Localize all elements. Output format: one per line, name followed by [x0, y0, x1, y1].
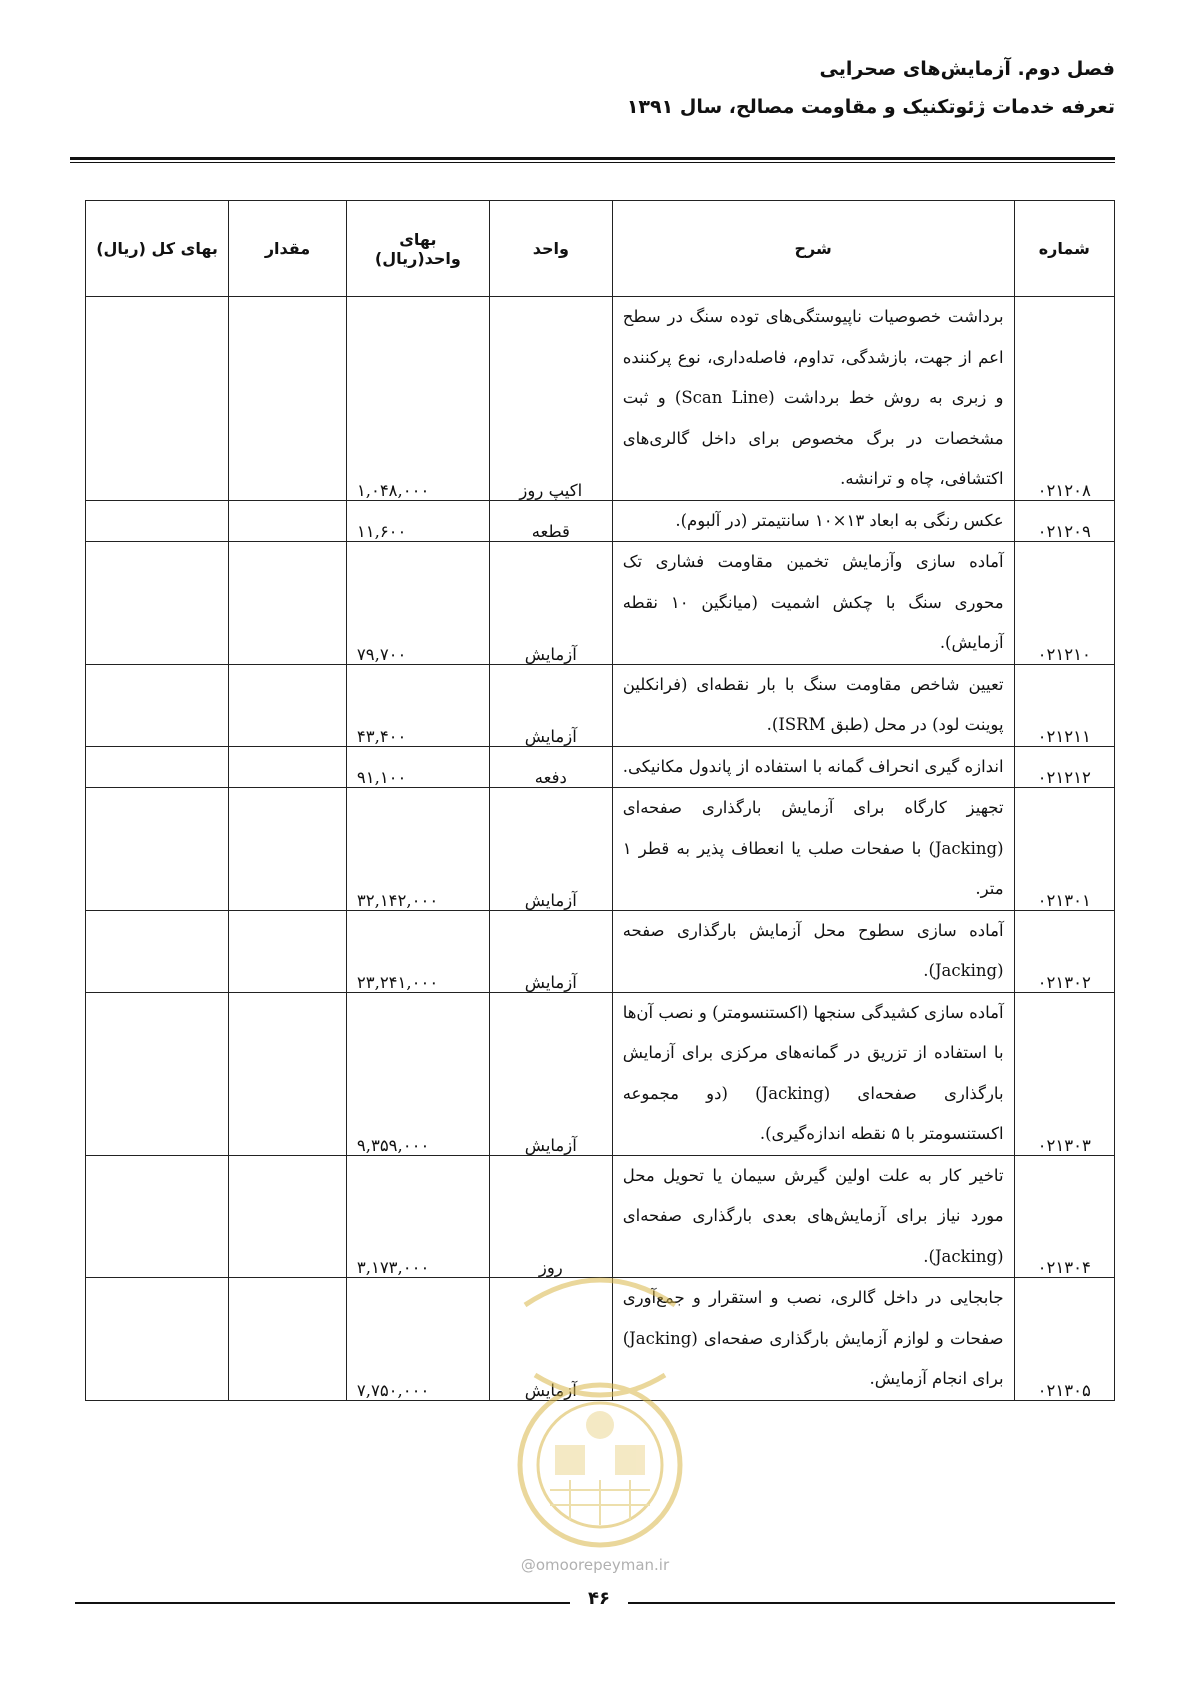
row-quantity — [229, 746, 347, 788]
table-row — [86, 500, 1115, 542]
row-unit-price: ۱,۰۴۸,۰۰۰ — [346, 297, 489, 501]
row-number: ۰۲۱۲۱۰ — [1014, 542, 1114, 665]
row-quantity — [229, 992, 347, 1155]
row-unit-price: ۹۱,۱۰۰ — [346, 746, 489, 788]
header-description: شرح — [612, 201, 1014, 297]
row-description: آماده سازی وآزمایش تخمین مقاومت فشاری تک محوری سنگ با چکش اشمیت (میانگین ۱۰ نقطه آزمایش). — [612, 542, 1014, 665]
row-unit-price: ۱۱,۶۰۰ — [346, 500, 489, 542]
table-row — [86, 664, 1115, 746]
row-total-price — [86, 1155, 229, 1278]
row-quantity — [229, 910, 347, 992]
row-quantity — [229, 1278, 347, 1401]
row-unit-price: ۷۹,۷۰۰ — [346, 542, 489, 665]
watermark-logo — [495, 1265, 705, 1565]
footer-rule-right — [628, 1602, 1115, 1604]
row-unit: آزمایش — [489, 788, 612, 911]
table-row — [86, 746, 1115, 788]
row-description: برداشت خصوصیات ناپیوستگی‌های توده سنگ در سطح اعم از جهت، بازشدگی، تداوم، فاصله‌داری، نوع پرکننده و زبری به روش خط برداشت (Scan Line) و ثبت مشخصات در برگ مخصوص برای داخل گالری‌های اکتشافی، چاه و ترانشه. — [612, 297, 1014, 501]
row-total-price — [86, 542, 229, 665]
chapter-title: فصل دوم. آزمایش‌های صحرایی — [819, 58, 1115, 80]
header-quantity: مقدار — [229, 201, 347, 297]
row-unit-price: ۳۲,۱۴۲,۰۰۰ — [346, 788, 489, 911]
watermark-site: @omoorepeyman.ir — [520, 1556, 670, 1574]
row-number: ۰۲۱۲۱۲ — [1014, 746, 1114, 788]
row-unit: اکیپ روز — [489, 297, 612, 501]
row-number: ۰۲۱۳۰۵ — [1014, 1278, 1114, 1401]
row-unit-price: ۷,۷۵۰,۰۰۰ — [346, 1278, 489, 1401]
footer-rule-left — [75, 1602, 570, 1604]
row-description: جابجایی در داخل گالری، نصب و استقرار و جمع‌آوری صفحات و لوازم آزمایش بارگذاری صفحه‌ای (Jacking) برای انجام آزمایش. — [612, 1278, 1014, 1401]
row-quantity — [229, 542, 347, 665]
row-number: ۰۲۱۳۰۳ — [1014, 992, 1114, 1155]
tariff-table — [85, 200, 1115, 1401]
row-description: عکس رنگی به ابعاد ۱۳×۱۰ سانتیمتر (در آلبوم). — [612, 500, 1014, 542]
table-row — [86, 297, 1115, 501]
table-row — [86, 910, 1115, 992]
table-row — [86, 788, 1115, 911]
row-unit: روز — [489, 1155, 612, 1278]
row-number: ۰۲۱۳۰۲ — [1014, 910, 1114, 992]
document-subtitle: تعرفه خدمات ژئوتکنیک و مقاومت مصالح، سال ۱۳۹۱ — [626, 96, 1115, 118]
header-divider — [70, 157, 1115, 163]
table-row — [86, 1155, 1115, 1278]
row-quantity — [229, 664, 347, 746]
row-quantity — [229, 1155, 347, 1278]
row-unit: دفعه — [489, 746, 612, 788]
row-total-price — [86, 297, 229, 501]
row-unit: آزمایش — [489, 910, 612, 992]
row-quantity — [229, 500, 347, 542]
row-unit: آزمایش — [489, 992, 612, 1155]
table-row — [86, 542, 1115, 665]
row-number: ۰۲۱۲۰۸ — [1014, 297, 1114, 501]
table-row — [86, 992, 1115, 1155]
header-total-price: بهای کل (ریال) — [86, 201, 229, 297]
header-unit: واحد — [489, 201, 612, 297]
row-number: ۰۲۱۳۰۱ — [1014, 788, 1114, 911]
header-number: شماره — [1014, 201, 1114, 297]
row-total-price — [86, 746, 229, 788]
row-total-price — [86, 992, 229, 1155]
row-total-price — [86, 910, 229, 992]
row-unit-price: ۴۳,۴۰۰ — [346, 664, 489, 746]
row-unit-price: ۲۳,۲۴۱,۰۰۰ — [346, 910, 489, 992]
row-number: ۰۲۱۳۰۴ — [1014, 1155, 1114, 1278]
row-unit: آزمایش — [489, 664, 612, 746]
row-description: تعیین شاخص مقاومت سنگ با بار نقطه‌ای (فرانکلین پوینت لود) در محل (طبق ISRM). — [612, 664, 1014, 746]
row-description: تاخیر کار به علت اولین گیرش سیمان یا تحویل محل مورد نیاز برای آزمایش‌های بعدی بارگذاری صفحه‌ای (Jacking). — [612, 1155, 1014, 1278]
row-quantity — [229, 297, 347, 501]
row-description: اندازه گیری انحراف گمانه با استفاده از پاندول مکانیکی. — [612, 746, 1014, 788]
row-description: آماده سازی سطوح محل آزمایش بارگذاری صفحه (Jacking). — [612, 910, 1014, 992]
header-unit-price: بهای واحد(ریال) — [346, 201, 489, 297]
row-unit: آزمایش — [489, 1278, 612, 1401]
row-total-price — [86, 664, 229, 746]
row-total-price — [86, 1278, 229, 1401]
row-total-price — [86, 788, 229, 911]
row-number: ۰۲۱۲۰۹ — [1014, 500, 1114, 542]
row-description: آماده سازی کشیدگی سنجها (اکستنسومتر) و نصب آن‌ها با استفاده از تزریق در گمانه‌های مرکزی برای آزمایش بارگذاری صفحه‌ای (Jacking) (دو مجموعه اکستنسومتر با ۵ نقطه اندازه‌گیری). — [612, 992, 1014, 1155]
row-unit: آزمایش — [489, 542, 612, 665]
table-header-row — [86, 201, 1115, 297]
row-unit-price: ۳,۱۷۳,۰۰۰ — [346, 1155, 489, 1278]
row-unit: قطعه — [489, 500, 612, 542]
page-header — [70, 58, 1115, 118]
row-total-price — [86, 500, 229, 542]
row-description: تجهیز کارگاه برای آزمایش بارگذاری صفحه‌ای (Jacking) با صفحات صلب یا انعطاف پذیر به قطر ۱ متر. — [612, 788, 1014, 911]
row-quantity — [229, 788, 347, 911]
row-number: ۰۲۱۲۱۱ — [1014, 664, 1114, 746]
page-number: ۴۶ — [588, 1588, 610, 1609]
row-unit-price: ۹,۳۵۹,۰۰۰ — [346, 992, 489, 1155]
